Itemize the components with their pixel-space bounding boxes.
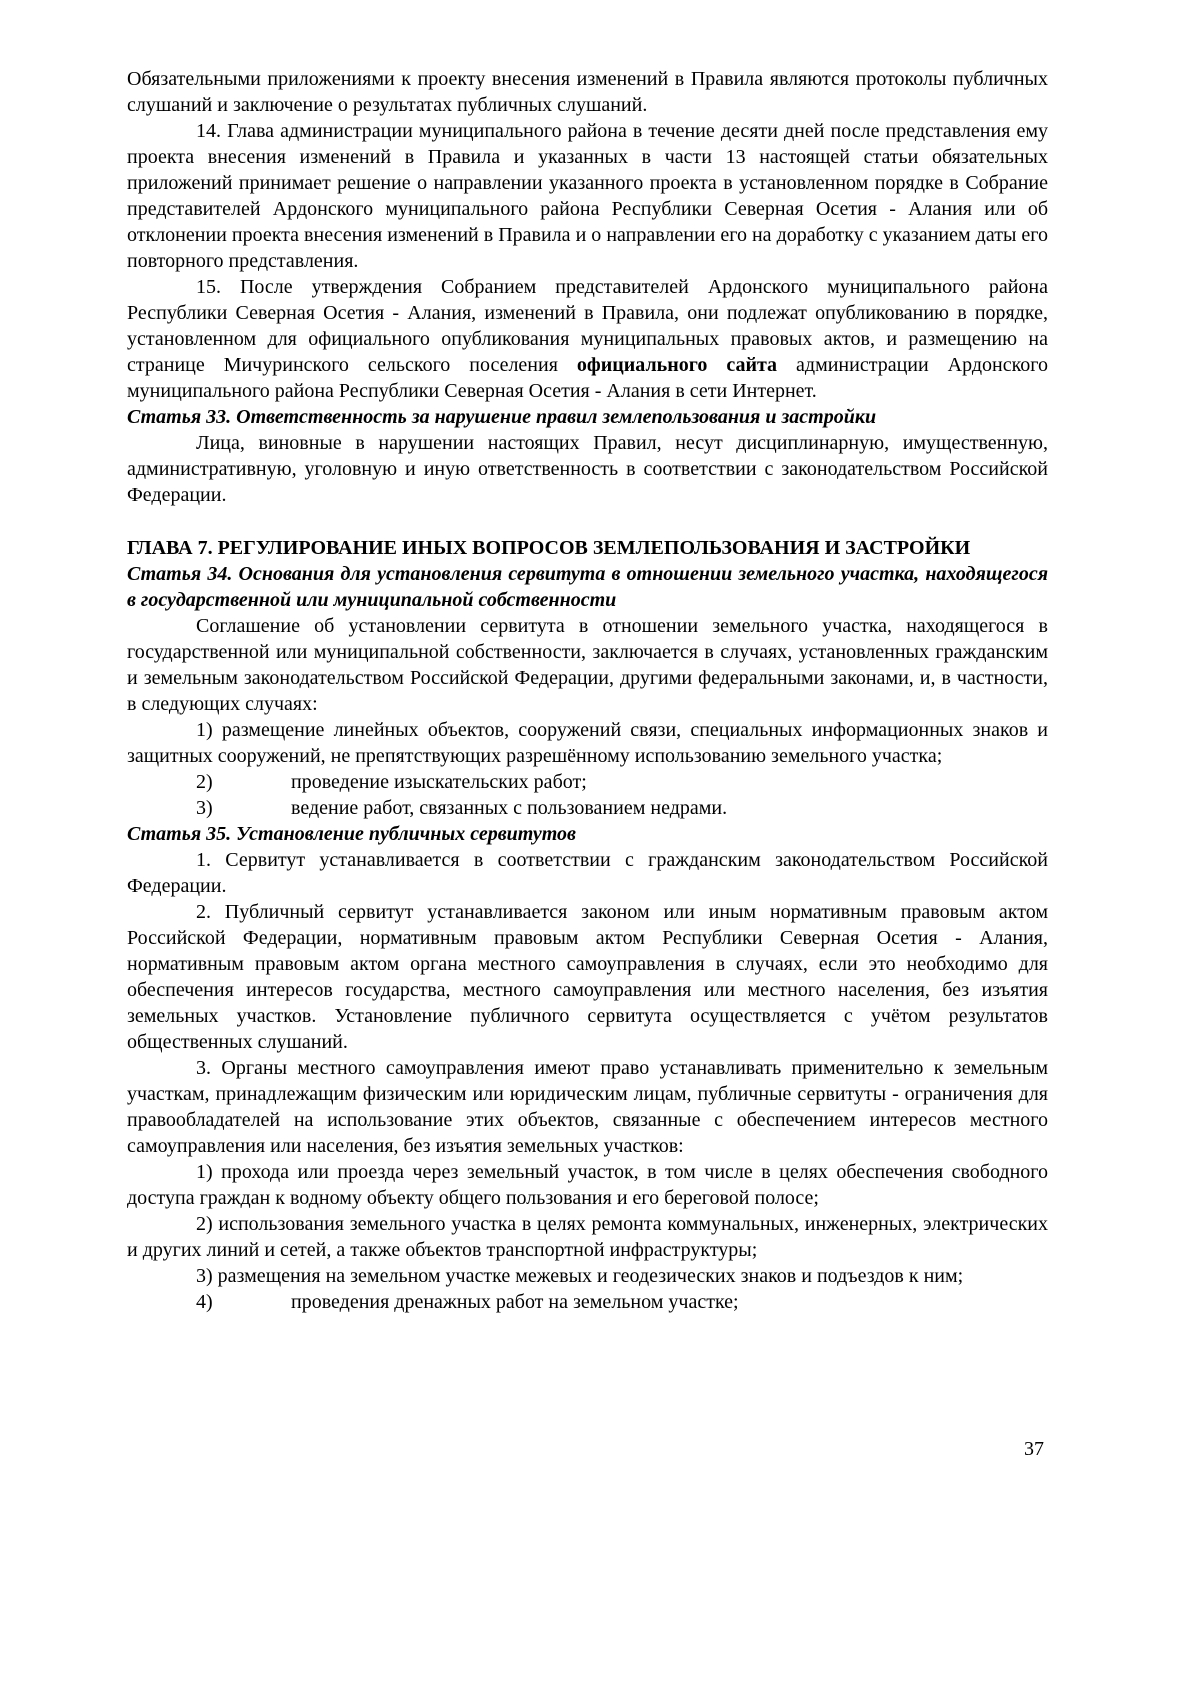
list-item-number: 2) xyxy=(196,771,213,793)
list-item-number: 4) xyxy=(196,1291,213,1313)
list-item-text: ведение работ, связанных с пользованием недрами. xyxy=(291,797,728,819)
article-35-list-item-2: 2) использования земельного участка в целях ремонта коммунальных, инженерных, электрических и других линий и сетей, а также объектов транспортной инфраструктуры; xyxy=(127,1213,1048,1261)
article-35-list-item-3: 3) размещения на земельном участке межевых и геодезических знаков и подъездов к ним; xyxy=(196,1265,964,1287)
paragraph-intro-continuation: Обязательными приложениями к проекту внесения изменений в Правила являются протоколы публичных слушаний и заключение о результатах публичных слушаний. xyxy=(127,68,1048,116)
article-34-list-item-1: 1) размещение линейных объектов, сооружений связи, специальных информационных знаков и защитных сооружений, не препятствующих разрешённому использованию земельного участка; xyxy=(127,719,1048,767)
list-item-text: проведение изыскательских работ; xyxy=(291,771,587,793)
article-34-paragraph: Соглашение об установлении сервитута в отношении земельного участка, находящегося в государственной или муниципальной собственности, заключается в случаях, установленных гражданским и земельным законодательством Российской Федерации, другими федеральными законами, и, в частности, в следующих случаях: xyxy=(127,615,1048,715)
article-34-list-item-2 xyxy=(127,769,1048,795)
article-34-heading: Статья 34. Основания для установления сервитута в отношении земельного участка, находящегося в государственной или муниципальной собственности xyxy=(127,563,1048,611)
list-item-number: 3) xyxy=(196,797,213,819)
chapter-7-heading: ГЛАВА 7. РЕГУЛИРОВАНИЕ ИНЫХ ВОПРОСОВ ЗЕМЛЕПОЛЬЗОВАНИЯ И ЗАСТРОЙКИ xyxy=(127,537,971,559)
page-number: 37 xyxy=(1024,1438,1044,1460)
article-34-list-item-3 xyxy=(127,795,1048,821)
article-35-paragraph-3: 3. Органы местного самоуправления имеют право устанавливать применительно к земельным участкам, принадлежащим физическим или юридическим лицам, публичные сервитуты - ограничения для правообладателей на использование этих объектов, связанные с обеспечением интересов местного самоуправления или населения, без изъятия земельных участков: xyxy=(127,1057,1048,1157)
clause-15-bold-phrase: официального сайта xyxy=(576,354,778,376)
article-35-paragraph-1: 1. Сервитут устанавливается в соответствии с гражданским законодательством Российской Федерации. xyxy=(127,849,1048,897)
article-33-heading: Статья 33. Ответственность за нарушение правил землепользования и застройки xyxy=(127,406,877,428)
paragraph-clause-15 xyxy=(127,274,1048,404)
article-35-list-item-4 xyxy=(127,1289,1048,1315)
clause-15-text-start: 15. После утверждения Собранием представителей Ардонского муниципального района Республики Северная Осетия - Алания, изменений в Правила, они подлежат опубликованию в порядке, установленном для официального опубликования муниципальных правовых актов, и размещению на странице Мичуринского сельского поселения xyxy=(127,276,1048,376)
article-35-list-item-1: 1) прохода или проезда через земельный участок, в том числе в целях обеспечения свободного доступа граждан к водному объекту общего пользования и его береговой полосе; xyxy=(127,1161,1048,1209)
clause-15-text-end: администрации Ардонского муниципального района Республики Северная Осетия - Алания в сети Интернет. xyxy=(127,354,1048,402)
paragraph-clause-14: 14. Глава администрации муниципального района в течение десяти дней после представления ему проекта внесения изменений в Правила и указанных в части 13 настоящей статьи обязательных приложений принимает решение о направлении указанного проекта в установленном порядке в Собрание представителей Ардонского муниципального района Республики Северная Осетия - Алания или об отклонении проекта внесения изменений в Правила и о направлении его на доработку с указанием даты его повторного представления. xyxy=(127,120,1048,272)
article-35-heading: Статья 35. Установление публичных сервитутов xyxy=(127,823,576,845)
article-33-paragraph: Лица, виновные в нарушении настоящих Правил, несут дисциплинарную, имущественную, административную, уголовную и иную ответственность в соответствии с законодательством Российской Федерации. xyxy=(127,432,1048,506)
article-35-paragraph-2: 2. Публичный сервитут устанавливается законом или иным нормативным правовым актом Российской Федерации, нормативным правовым актом Республики Северная Осетия - Алания, нормативным правовым актом органа местного самоуправления в случаях, если это необходимо для обеспечения интересов государства, местного самоуправления или местного населения, без изъятия земельных участков. Установление публичного сервитута осуществляется с учётом результатов общественных слушаний. xyxy=(127,901,1048,1053)
list-item-text: проведения дренажных работ на земельном участке; xyxy=(291,1291,739,1313)
